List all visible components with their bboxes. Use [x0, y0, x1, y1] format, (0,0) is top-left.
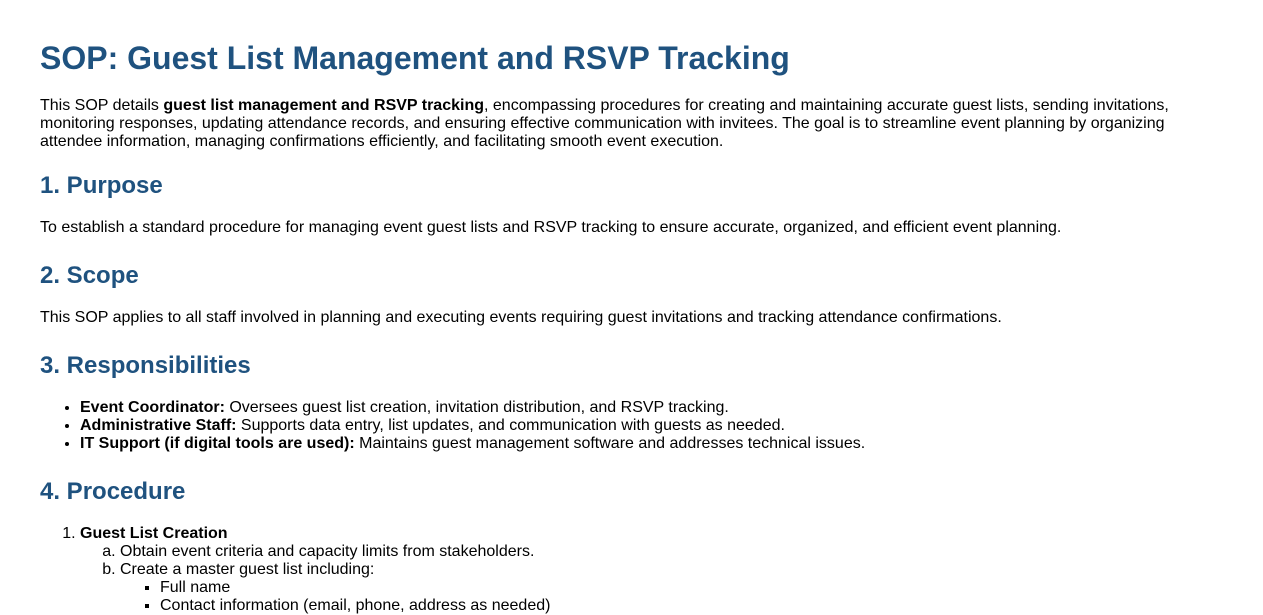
role-label: Event Coordinator:: [80, 399, 225, 416]
role-description: Maintains guest management software and addresses technical issues.: [354, 435, 866, 452]
procedure-step-title: Guest List Creation: [80, 525, 228, 542]
section-heading-responsibilities: 3. Responsibilities: [40, 352, 251, 379]
section-heading-purpose: 1. Purpose: [40, 172, 163, 199]
intro-text-line1: , encompassing procedures for creating and maintaining accurate guest lists, sending invitations,: [484, 97, 1169, 114]
list-item: ▪ Full name: [160, 579, 550, 597]
list-item: ▪ Contact information (email, phone, address as needed): [160, 597, 550, 615]
intro-text-start: This SOP details: [40, 97, 164, 114]
purpose-text: To establish a standard procedure for managing event guest lists and RSVP tracking to ensure accurate, organized, and efficient event planning.: [40, 219, 1062, 236]
role-description: Supports data entry, list updates, and communication with guests as needed.: [236, 417, 785, 434]
role-description: Oversees guest list creation, invitation distribution, and RSVP tracking.: [224, 399, 729, 416]
intro-text-line3: attendee information, managing confirmations efficiently, and facilitating smooth event execution.: [40, 133, 724, 150]
intro-bold-text: guest list management and RSVP tracking: [163, 97, 484, 114]
procedure-list: [40, 525, 550, 615]
procedure-substep-text: Create a master guest list including:: [120, 561, 375, 578]
section-heading-procedure: 4. Procedure: [40, 478, 186, 505]
intro-text-line2: monitoring responses, updating attendance records, and ensuring effective communication with invitees. The goal is to streamline event planning by organizing: [40, 115, 1165, 132]
list-item: [80, 417, 865, 435]
section-heading-scope: 2. Scope: [40, 262, 139, 289]
list-item: [80, 399, 865, 417]
responsibilities-list: [40, 399, 865, 453]
role-label: Administrative Staff:: [80, 417, 237, 434]
list-item: [80, 435, 865, 453]
procedure-substep: a. Obtain event criteria and capacity limits from stakeholders.: [120, 543, 550, 561]
procedure-step: [80, 525, 550, 615]
role-label: IT Support (if digital tools are used):: [80, 435, 355, 452]
scope-text: This SOP applies to all staff involved in planning and executing events requiring guest invitations and tracking attendance confirmations.: [40, 309, 1002, 326]
procedure-substep: [120, 561, 550, 615]
page-title: SOP: Guest List Management and RSVP Tracking: [40, 40, 790, 76]
intro-paragraph: [40, 97, 1223, 151]
